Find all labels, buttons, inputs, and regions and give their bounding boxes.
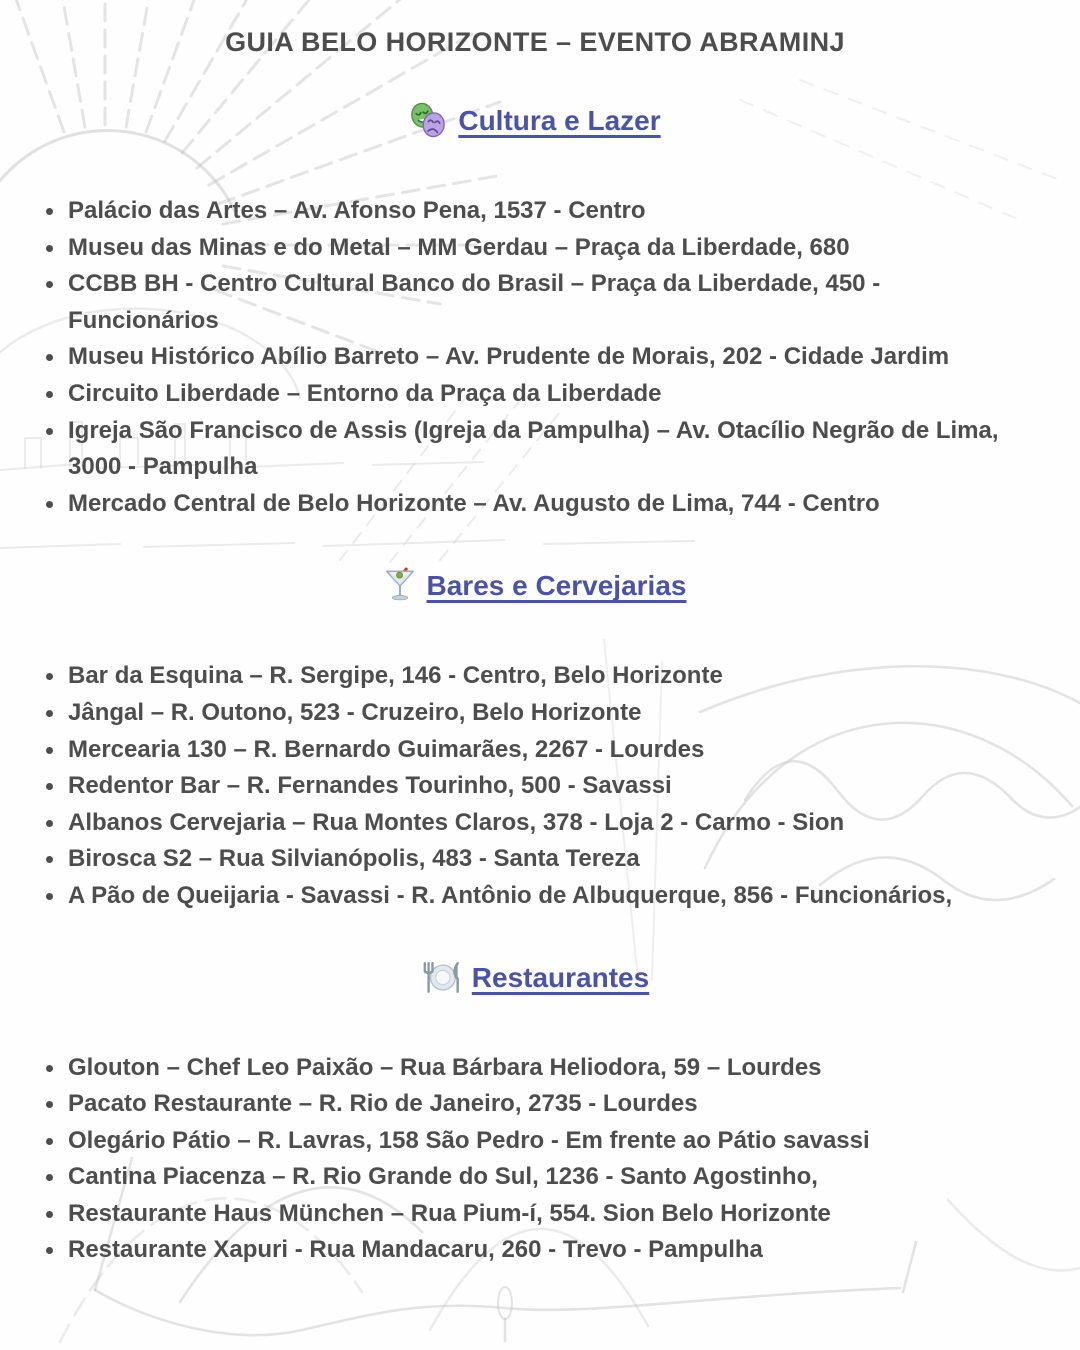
- restaurantes-list: [42, 1050, 1028, 1270]
- list-item: • CCBB BH - Centro Cultural Banco do Brasil – Praça da Liberdade, 450 - Funcionários: [66, 266, 1028, 339]
- list-item: • Restaurante Xapuri - Rua Mandacaru, 260 - Trevo - Pampulha: [66, 1232, 1028, 1269]
- section-link-bares[interactable]: Bares e Cervejarias: [426, 570, 687, 602]
- list-item: • Mercearia 130 – R. Bernardo Guimarães, 2267 - Lourdes: [66, 732, 1028, 769]
- list-item: • Albanos Cervejaria – Rua Montes Claros, 378 - Loja 2 - Carmo - Sion: [66, 805, 1028, 842]
- list-item: • Circuito Liberdade – Entorno da Praça da Liberdade: [66, 376, 1028, 413]
- list-item: • Igreja São Francisco de Assis (Igreja da Pampulha) – Av. Otacílio Negrão de Lima, 3000 - Pampulha: [66, 413, 1028, 486]
- list-item: • A Pão de Queijaria - Savassi - R. Antônio de Albuquerque, 856 - Funcionários,: [66, 878, 1028, 915]
- list-item: • Cantina Piacenza – R. Rio Grande do Sul, 1236 - Santo Agostinho,: [66, 1159, 1028, 1196]
- section-heading-restaurantes: [42, 959, 1028, 1005]
- list-item: • Museu das Minas e do Metal – MM Gerdau – Praça da Liberdade, 680: [66, 230, 1028, 267]
- cocktail-icon: [384, 566, 416, 613]
- list-item: • Glouton – Chef Leo Paixão – Rua Bárbara Heliodora, 59 – Lourdes: [66, 1050, 1028, 1087]
- list-item: • Olegário Pátio – R. Lavras, 158 São Pedro - Em frente ao Pátio savassi: [66, 1123, 1028, 1160]
- list-item: • Jângal – R. Outono, 523 - Cruzeiro, Belo Horizonte: [66, 695, 1028, 732]
- list-item: • Redentor Bar – R. Fernandes Tourinho, 500 - Savassi: [66, 768, 1028, 805]
- section-link-cultura[interactable]: Cultura e Lazer: [458, 105, 661, 136]
- section-heading-bares: [42, 566, 1028, 613]
- page-title: GUIA BELO HORIZONTE – EVENTO ABRAMINJ: [225, 27, 845, 57]
- bares-list: [42, 658, 1028, 914]
- list-item: • Restaurante Haus München – Rua Pium-í, 554. Sion Belo Horizonte: [66, 1196, 1028, 1233]
- cultura-list: [42, 193, 1028, 522]
- section-link-restaurantes[interactable]: Restaurantes: [471, 961, 650, 993]
- list-item: • Birosca S2 – Rua Silvianópolis, 483 - Santa Tereza: [66, 841, 1028, 878]
- list-item: • Palácio das Artes – Av. Afonso Pena, 1537 - Centro: [66, 193, 1028, 230]
- list-item: • Bar da Esquina – R. Sergipe, 146 - Centro, Belo Horizonte: [66, 658, 1028, 695]
- section-heading-cultura: [42, 102, 1028, 148]
- list-item: • Mercado Central de Belo Horizonte – Av. Augusto de Lima, 744 - Centro: [66, 486, 1028, 523]
- list-item: • Museu Histórico Abílio Barreto – Av. Prudente de Morais, 202 - Cidade Jardim: [66, 339, 1028, 376]
- restaurant-icon: [421, 960, 461, 1005]
- list-item: • Pacato Restaurante – R. Rio de Janeiro, 2735 - Lourdes: [66, 1086, 1028, 1123]
- theater-masks-icon: [409, 102, 447, 148]
